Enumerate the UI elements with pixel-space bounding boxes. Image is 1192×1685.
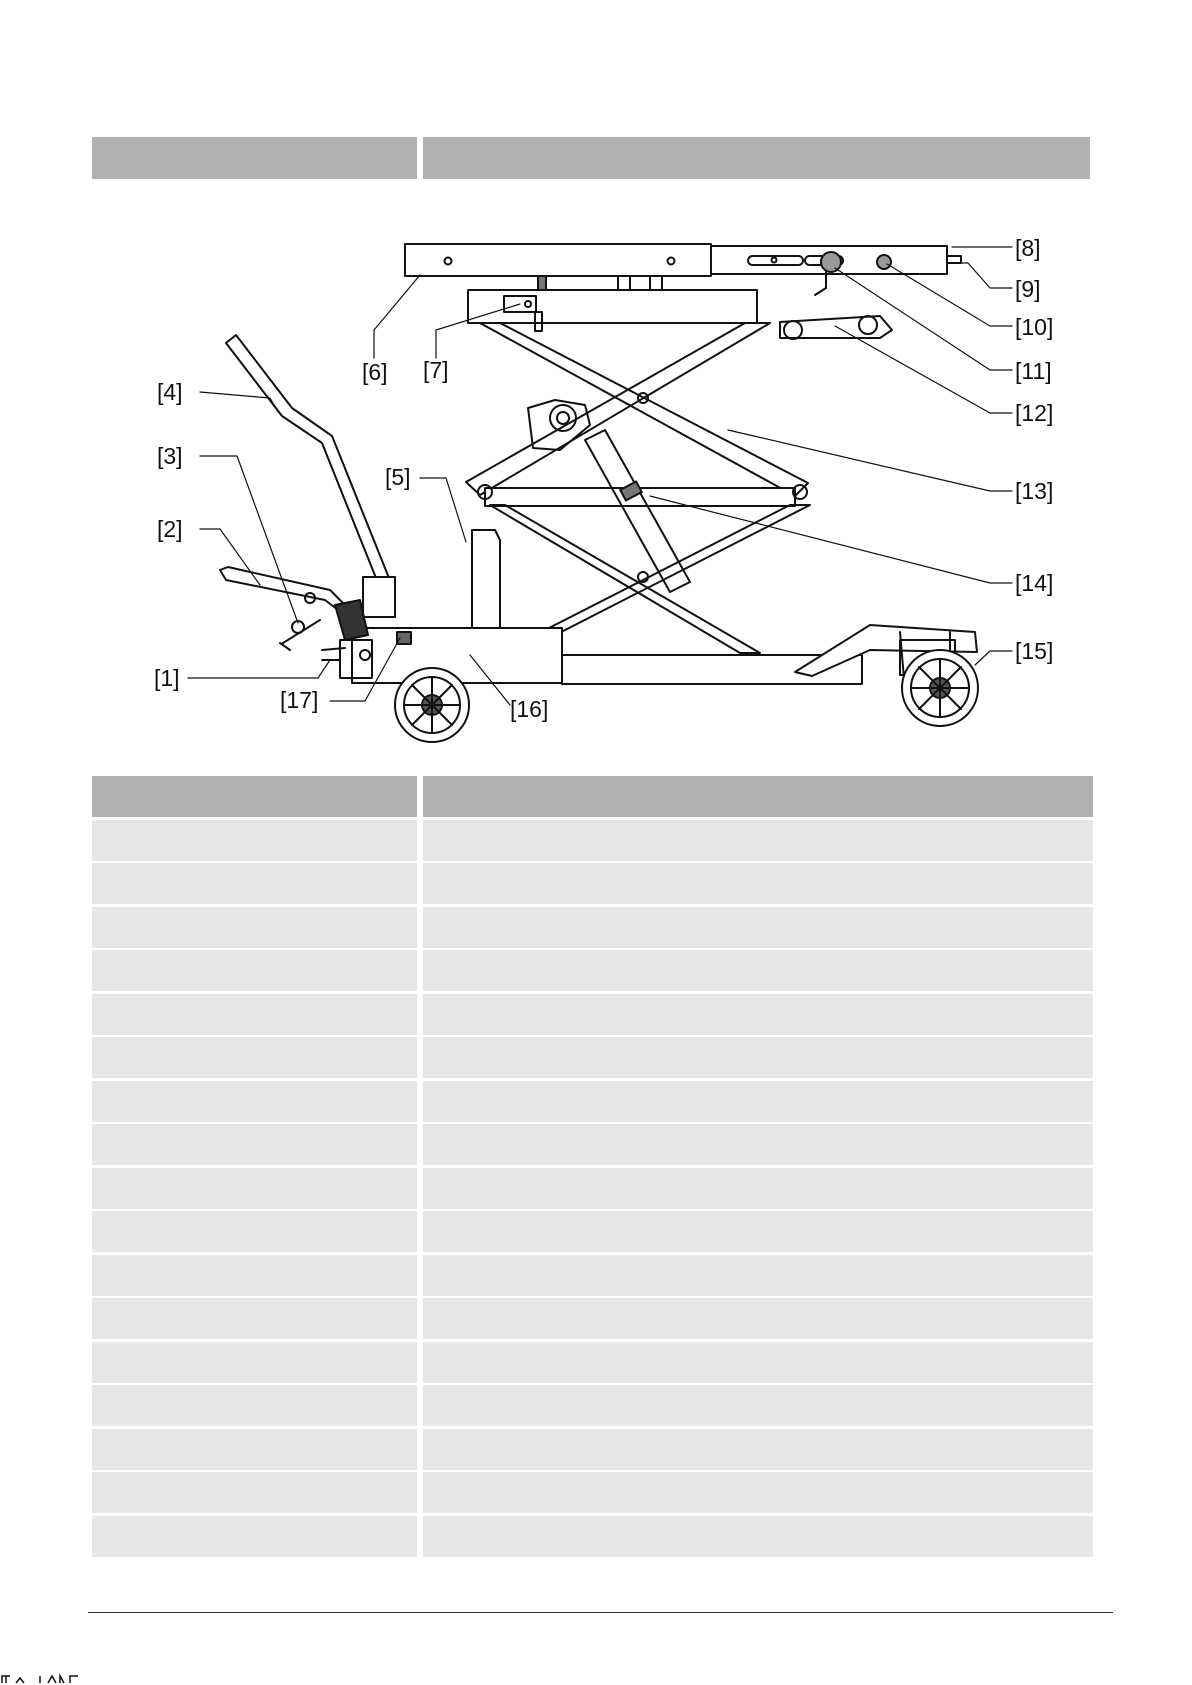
table-row <box>92 1168 1093 1209</box>
table-cell-description <box>423 907 1093 948</box>
table-cell-item <box>92 863 417 904</box>
table-cell-item <box>92 907 417 948</box>
table-row <box>92 863 1093 904</box>
table-cell-item <box>92 1385 417 1426</box>
table-cell-description <box>423 1168 1093 1209</box>
table-cell-description <box>423 1298 1093 1339</box>
table-row <box>92 820 1093 861</box>
table-cell-item <box>92 1516 417 1557</box>
footer-text-fragment <box>0 1672 120 1685</box>
table-cell-item <box>92 1211 417 1252</box>
table-row <box>92 1255 1093 1296</box>
callout-11: [11] <box>1015 358 1052 384</box>
table-cell-item <box>92 1342 417 1383</box>
table-cell-description <box>423 1211 1093 1252</box>
table-cell-item <box>92 1298 417 1339</box>
footer-rule <box>88 1612 1113 1613</box>
table-cell-description <box>423 1255 1093 1296</box>
table-cell-item <box>92 994 417 1035</box>
table-row <box>92 1342 1093 1383</box>
table-row <box>92 1298 1093 1339</box>
table-cell-description <box>423 1516 1093 1557</box>
table-row <box>92 1211 1093 1252</box>
table-cell-description <box>423 820 1093 861</box>
callout-5: [5] <box>385 464 411 490</box>
front-wheel <box>395 668 469 742</box>
callout-4: [4] <box>157 379 183 405</box>
callout-13: [13] <box>1015 478 1054 504</box>
table-row <box>92 1081 1093 1122</box>
callout-7: [7] <box>423 357 449 383</box>
table-row <box>92 1472 1093 1513</box>
callout-17: [17] <box>280 687 319 713</box>
table-cell-item <box>92 1168 417 1209</box>
callout-16: [16] <box>510 696 549 722</box>
callout-14: [14] <box>1015 570 1054 596</box>
table-cell-description <box>423 1124 1093 1165</box>
table-row <box>92 994 1093 1035</box>
callout-12: [12] <box>1015 400 1054 426</box>
callout-2: [2] <box>157 516 183 542</box>
table-cell-description <box>423 950 1093 991</box>
table-cell-item <box>92 950 417 991</box>
table-cell-description <box>423 1081 1093 1122</box>
table-cell-item <box>92 776 417 817</box>
scissor-lift-table-diagram <box>0 0 1192 760</box>
table-cell-description <box>423 863 1093 904</box>
table-row <box>92 1124 1093 1165</box>
table-cell-item <box>92 820 417 861</box>
table-row <box>92 907 1093 948</box>
table-row <box>92 1385 1093 1426</box>
table-cell-item <box>92 1124 417 1165</box>
support-post <box>472 530 500 638</box>
callout-1: [1] <box>154 665 180 691</box>
table-cell-description <box>423 1037 1093 1078</box>
table-row <box>92 950 1093 991</box>
rear-catch <box>780 316 892 339</box>
table-cell-item <box>92 1037 417 1078</box>
table-cell-description <box>423 1472 1093 1513</box>
table-cell-description <box>423 1385 1093 1426</box>
callout-15: [15] <box>1015 638 1054 664</box>
table-header-row <box>92 776 1093 817</box>
table-cell-description <box>423 994 1093 1035</box>
table-cell-description <box>423 1429 1093 1470</box>
upper-frame <box>468 276 757 331</box>
table-cell-item <box>92 1429 417 1470</box>
callout-9: [9] <box>1015 276 1041 302</box>
callout-10: [10] <box>1015 314 1054 340</box>
table-row <box>92 1429 1093 1470</box>
table-cell-description <box>423 1342 1093 1383</box>
callout-3: [3] <box>157 443 183 469</box>
table-cell-item <box>92 1081 417 1122</box>
table-row <box>92 1037 1093 1078</box>
table-cell-item <box>92 1255 417 1296</box>
callout-6: [6] <box>362 359 388 385</box>
callout-8: [8] <box>1015 235 1041 261</box>
table-cell-description <box>423 776 1093 817</box>
table-row <box>92 1516 1093 1557</box>
table-cell-item <box>92 1472 417 1513</box>
